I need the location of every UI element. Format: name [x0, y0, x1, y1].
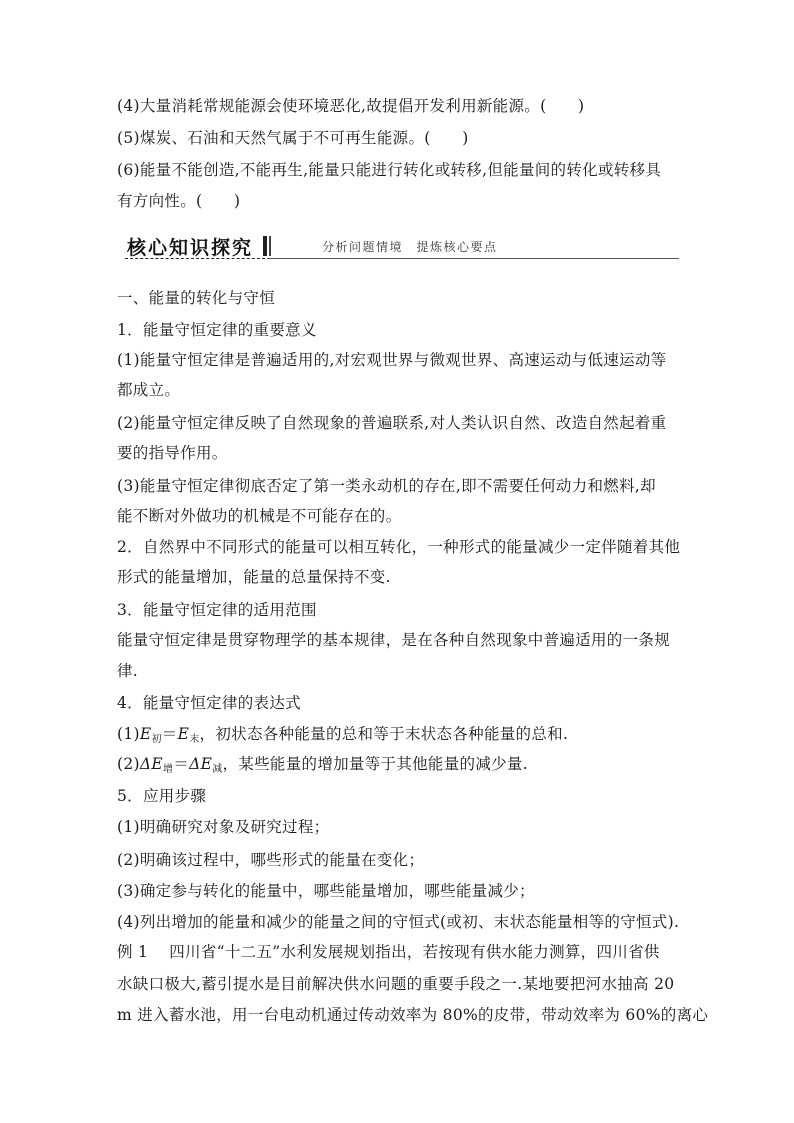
formula-1-var-final: E — [177, 725, 190, 743]
banner-rule — [267, 258, 679, 259]
example-1-line-3: m 进入蓄水池，用一台电动机通过传动效率为 80%的皮带，带动效率为 60%的离心 — [117, 1006, 709, 1024]
banner-title: 核心知识探究 — [127, 237, 254, 259]
step-1: (1)明确研究对象及研究过程； — [117, 818, 330, 836]
formula-1 — [117, 724, 568, 750]
formula-1-prefix: (1) — [117, 725, 140, 743]
formula-1-sub-initial: 初 — [151, 734, 162, 745]
banner-divider — [263, 236, 267, 256]
point-1-item-2-cont: 要的指导作用。 — [117, 444, 228, 462]
point-1-item-3-cont: 能不断对外做功的机械是不可能存在的。 — [117, 507, 402, 525]
formula-2-prefix: (2) — [117, 755, 140, 773]
formula-1-equals: ＝ — [161, 725, 178, 743]
point-3-title: 3．能量守恒定律的适用范围 — [117, 601, 317, 619]
point-2-line-2: 形式的能量增加，能量的总量保持不变. — [117, 568, 391, 586]
formula-2-sub-increase: 增 — [162, 764, 174, 775]
intro-item-6: (6)能量不能创造,不能再生,能量只能进行转化或转移,但能量间的转化或转移具 — [117, 161, 662, 179]
section-banner — [117, 233, 679, 259]
point-1-item-1-cont: 都成立。 — [117, 381, 181, 399]
step-2: (2)明确该过程中，哪些形式的能量在变化； — [117, 851, 425, 869]
example-1-line-2: 水缺口极大,蓄引提水是目前解决供水问题的重要手段之一.某地要把河水抽高 20 — [117, 975, 675, 993]
step-3: (3)确定参与转化的能量中，哪些能量增加，哪些能量减少； — [117, 882, 535, 900]
formula-1-text: ，初状态各种能量的总和等于末状态各种能量的总和. — [199, 725, 569, 743]
example-1-line-1: 例 1 四川省“十二五”水利发展规划指出，若按现有供水能力测算，四川省供 — [117, 943, 660, 961]
formula-2-var-increase: ΔE — [139, 755, 163, 773]
point-4-title: 4．能量守恒定律的表达式 — [117, 694, 301, 712]
formula-2-sub-decrease: 减 — [212, 764, 223, 775]
formula-2-text: ，某些能量的增加量等于其他能量的减少量. — [222, 755, 528, 773]
point-3-line-2: 律. — [117, 662, 139, 680]
point-1-title: 1．能量守恒定律的重要意义 — [117, 321, 317, 339]
banner-divider-thin — [269, 236, 271, 256]
formula-1-var-initial: E — [139, 725, 152, 743]
intro-item-4: (4)大量消耗常规能源会使环境恶化,故提倡开发利用新能源。( ) — [117, 97, 585, 115]
formula-2 — [117, 754, 528, 780]
step-4: (4)列出增加的能量和减少的能量之间的守恒式(或初、末状态能量相等的守恒式). — [117, 913, 680, 931]
intro-item-5: (5)煤炭、石油和天然气属于不可再生能源。( ) — [117, 129, 469, 147]
point-1-item-1: (1)能量守恒定律是普遍适用的,对宏观世界与微观世界、高速运动与低速运动等 — [117, 351, 667, 369]
banner-dashed-underline — [125, 258, 265, 259]
formula-2-var-decrease: ΔE — [189, 755, 213, 773]
point-5-title: 5．应用步骤 — [117, 787, 207, 805]
point-1-item-3: (3)能量守恒定律彻底否定了第一类永动机的存在,即不需要任何动力和燃料,却 — [117, 477, 656, 495]
point-3-line-1: 能量守恒定律是贯穿物理学的基本规律，是在各种自然现象中普遍适用的一条规 — [117, 631, 671, 649]
point-1-item-2: (2)能量守恒定律反映了自然现象的普遍联系,对人类认识自然、改造自然起着重 — [117, 414, 667, 432]
formula-2-equals: ＝ — [173, 755, 190, 773]
section-heading: 一、能量的转化与守恒 — [117, 289, 276, 307]
formula-1-sub-final: 末 — [189, 734, 200, 745]
banner-subtitle: 分析问题情境 提炼核心要点 — [322, 240, 498, 254]
intro-item-6-cont: 有方向性。( ) — [117, 192, 241, 210]
point-2-line-1: 2．自然界中不同形式的能量可以相互转化，一种形式的能量减少一定伴随着其他 — [117, 538, 681, 556]
